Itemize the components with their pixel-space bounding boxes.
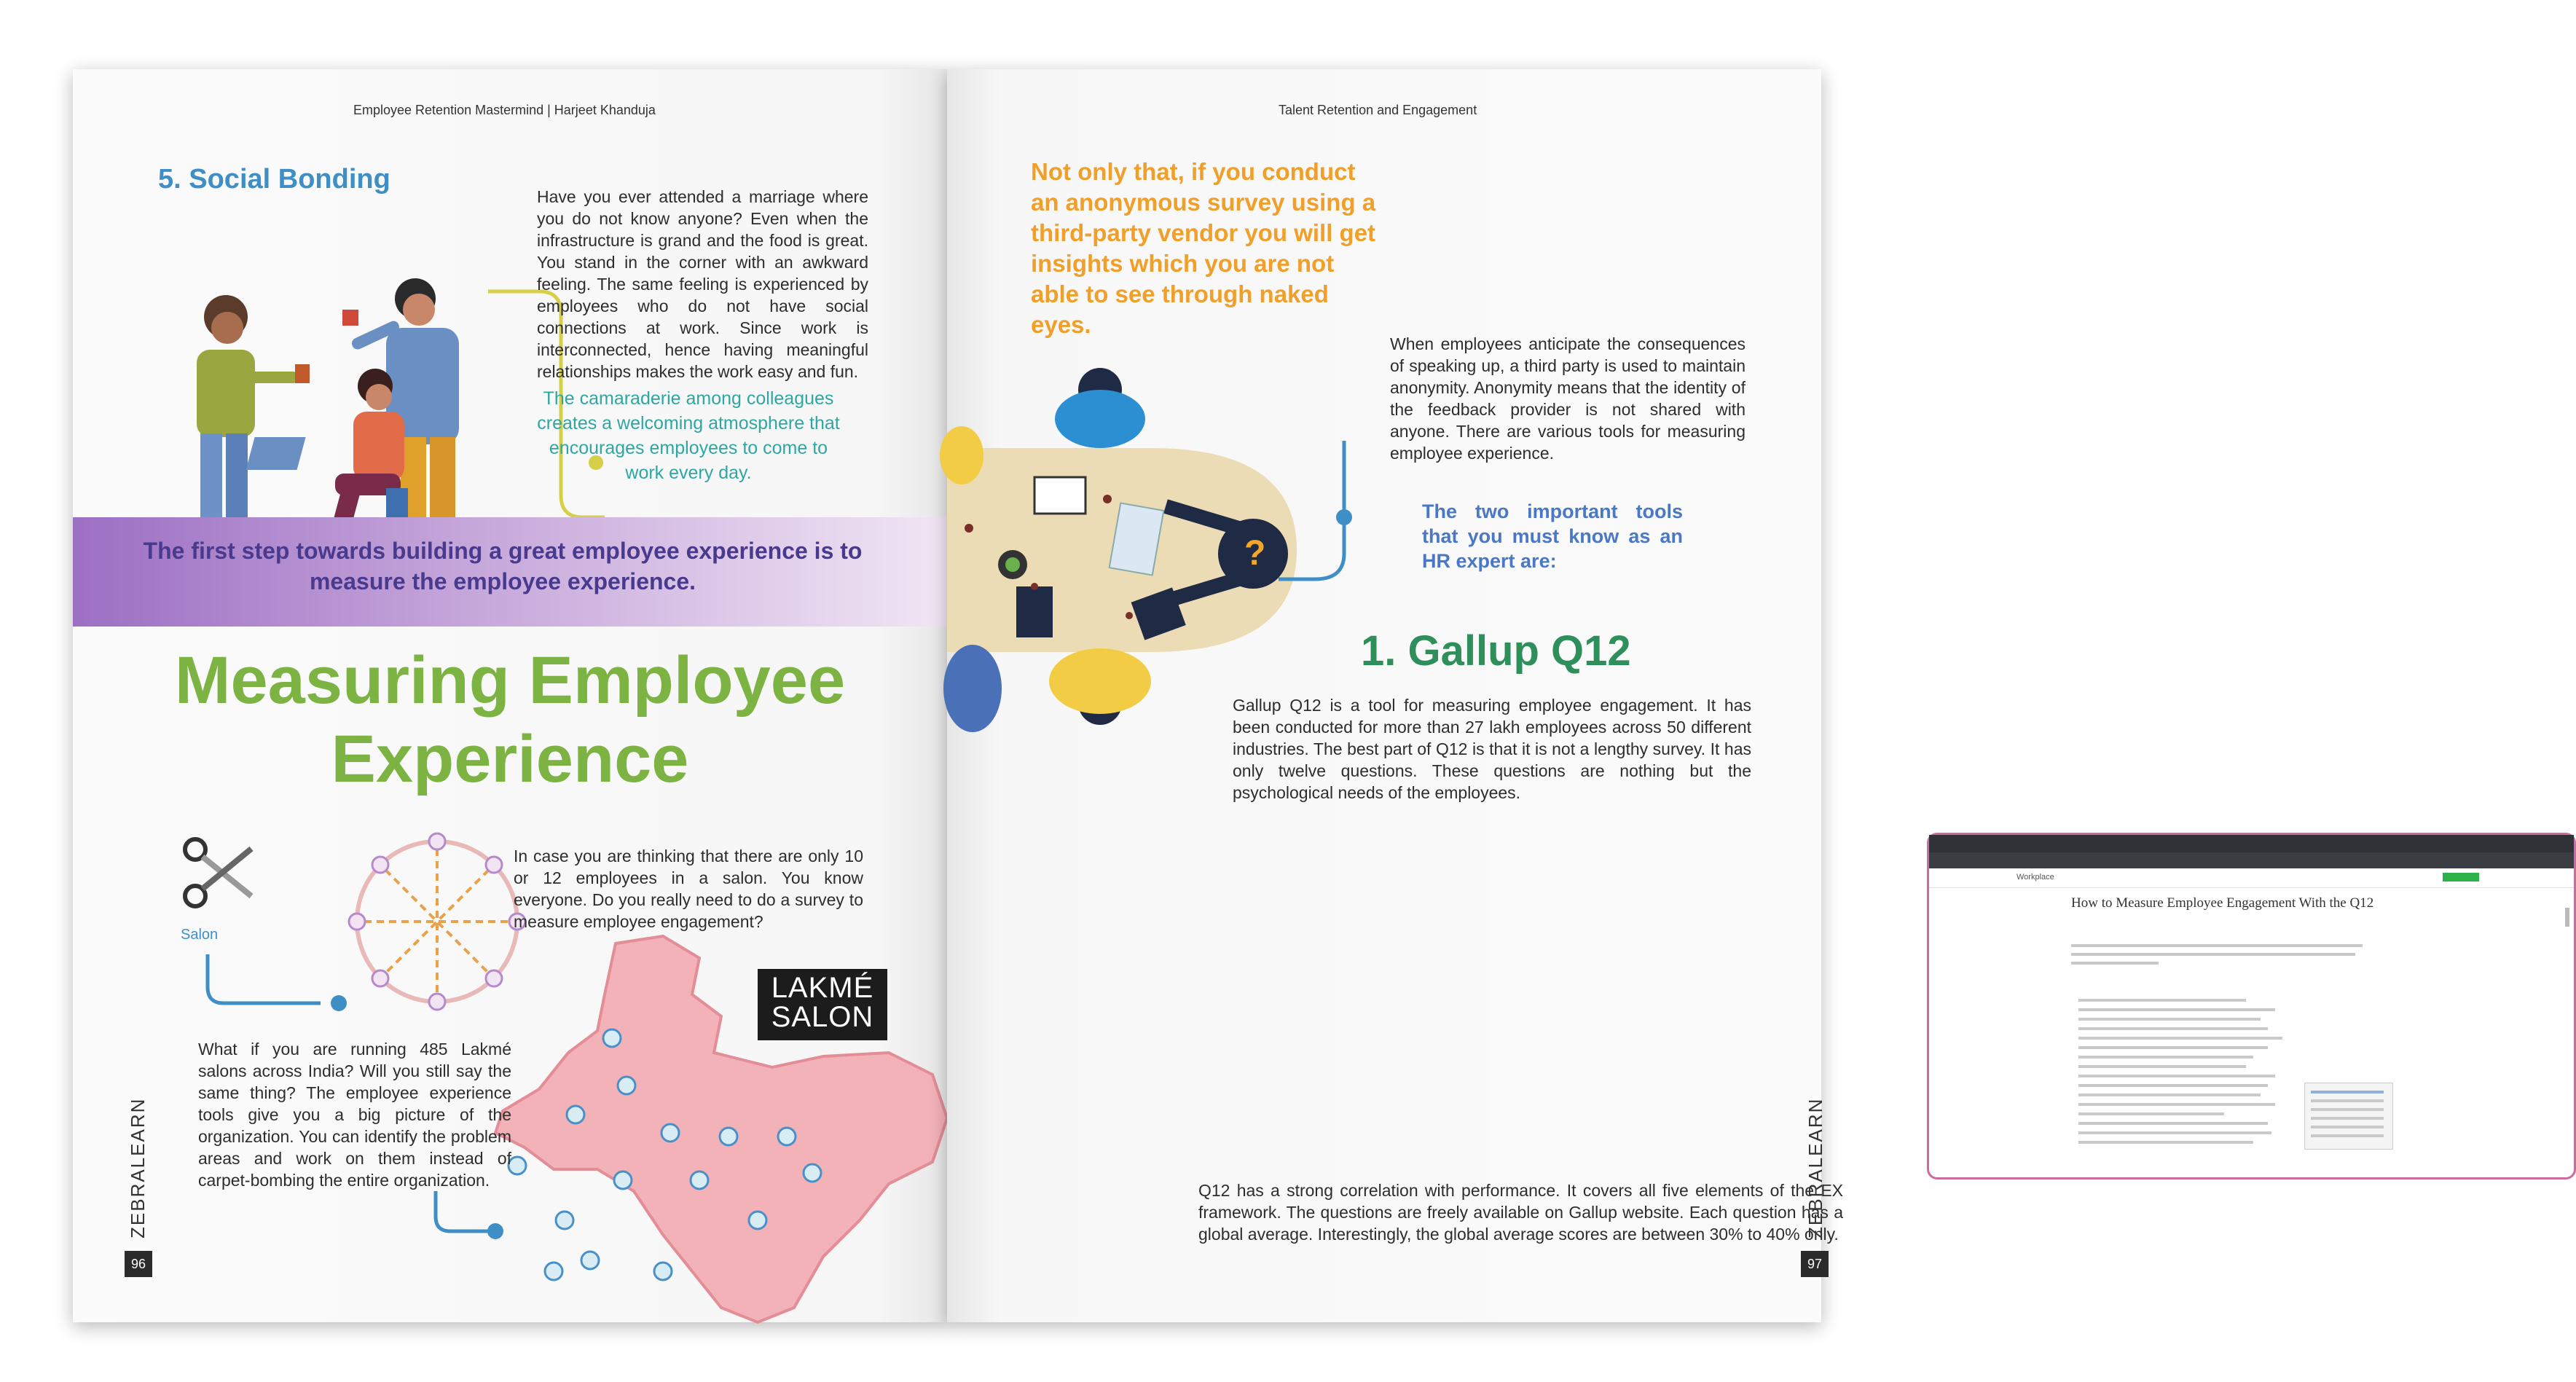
india-map bbox=[481, 929, 947, 1322]
social-bonding-paragraph: Have you ever attended a marriage where you do not know anyone? Even when the infrastructure is grand and the food is great. You stand in the corner with an awkward feeling. The same feeling is experienced by employees who do not have social connections at work. Since work is interconnected, hence having meaningful relationships makes the work easy and fun. bbox=[537, 187, 868, 381]
gallup-workplace-label: Workplace bbox=[2017, 873, 2054, 882]
gallup-paragraph: Gallup Q12 is a tool for measuring employee engagement. It has been conducted for more than 27 lakh employees across 50 different industries. The best part of Q12 is that it is not a lengthy survey. It has only twelve questions. These questions are nothing but the psychological needs of the employees. bbox=[1233, 696, 1751, 802]
lakme-paragraph: What if you are running 485 Lakmé salons across India? Will you still say the same thing? The employee experience tools give you a big picture of the organization. You can identify the problem areas and work on them instead of carpet-bombing the entire organization. bbox=[198, 1040, 511, 1190]
camaraderie-quote: The camaraderie among colleagues creates a welcoming atmosphere that encourages employees to come to work every day. bbox=[537, 388, 840, 483]
right-page bbox=[947, 69, 2374, 1322]
left-page-number: 96 bbox=[125, 1251, 152, 1277]
browser-tab-bar bbox=[1929, 835, 2574, 852]
lakme-connector bbox=[430, 1191, 510, 1242]
salon-label: Salon bbox=[181, 927, 219, 943]
left-running-head: Employee Retention Mastermind | Harjeet Khanduja bbox=[353, 103, 656, 117]
anonymous-survey-heading: Not only that, if you conduct an anonymous survey using a third-party vendor you will get insights which you are not able to see through naked eyes. bbox=[1031, 158, 1376, 338]
gallup-mini-table bbox=[2304, 1083, 2393, 1150]
screenshot-scrollbar bbox=[2565, 908, 2569, 927]
section-heading: 5. Social Bonding bbox=[158, 164, 390, 195]
gallup-nav-bar bbox=[1929, 868, 2574, 888]
right-running-head: Talent Retention and Engagement bbox=[1279, 103, 1477, 117]
left-brand: ZEBRALEARN bbox=[127, 1097, 149, 1238]
band-statement: The first step towards building a great employee experience is to measure the employee experience. bbox=[143, 538, 863, 594]
gallup-heading: 1. Gallup Q12 bbox=[1361, 627, 1631, 675]
right-brand: ZEBRALEARN bbox=[1805, 1097, 1826, 1238]
right-page-number: 97 bbox=[1801, 1251, 1829, 1277]
scissors-icon bbox=[185, 839, 251, 906]
q12-paragraph: Q12 has a strong correlation with performance. It covers all five elements of the EX framework. The questions are freely available on Gallup website. Each question has a global average. Interestingly, the global average scores are between 30% to 40% only. bbox=[1198, 1181, 1843, 1244]
gallup-website-screenshot bbox=[1927, 833, 2576, 1179]
book-spread bbox=[73, 69, 2374, 1322]
svg-text:?: ? bbox=[1244, 534, 1266, 573]
browser-address-bar bbox=[1929, 852, 2574, 868]
salon-paragraph: In case you are thinking that there are only 10 or 12 employees in a salon. You know everyone. Do you really need to do a survey to measure employee engagement? bbox=[514, 847, 863, 931]
tools-callout: The two important tools that you must know as an HR expert are: bbox=[1422, 500, 1683, 572]
lakme-salon-logo: LAKMÉ SALON bbox=[758, 969, 887, 1040]
left-page bbox=[73, 69, 947, 1322]
anonymity-paragraph: When employees anticipate the consequences of speaking up, a third party is used to maintain anonymity. Anonymity means that the identity of the feedback provider is not shared with anyone. There are various tools for measuring employee experience. bbox=[1390, 334, 1746, 463]
gallup-article-title: How to Measure Employee Engagement With the Q12 bbox=[2071, 895, 2374, 911]
chapter-title: Measuring Employee Experience bbox=[174, 643, 846, 796]
gallup-nav-button bbox=[2443, 873, 2479, 882]
